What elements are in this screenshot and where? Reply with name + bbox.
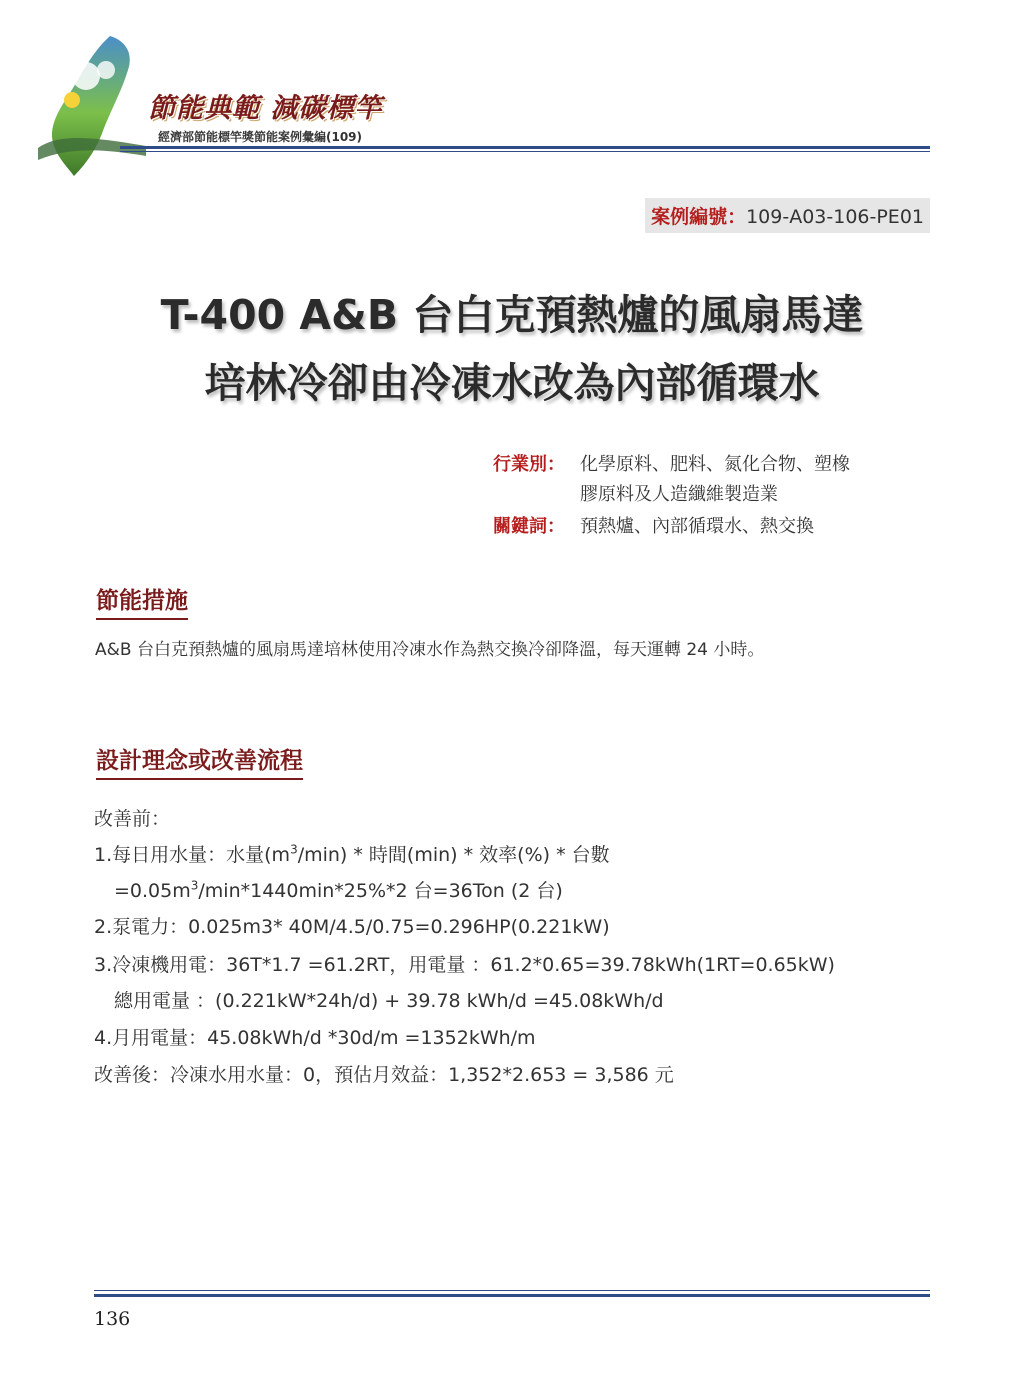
calc-line-5: 總用電量 ：(0.221kW*24h/d) + 39.78 kWh/d =45.08kWh/d (114, 990, 664, 1012)
footer-rule-thin (94, 1290, 930, 1291)
industry-label: 行業別： (493, 454, 565, 475)
case-number-value: 109-A03-106-PE01 (746, 206, 924, 228)
industry-row (493, 450, 850, 480)
calc-line-7: 改善後：冷凍水用水量：0，預估月效益：1,352*2.653 = 3,586 元 (94, 1064, 674, 1086)
keywords-label: 關鍵詞： (493, 516, 565, 537)
case-number-label: 案例編號： (651, 206, 747, 228)
brand-title: 節能典範 減碳標竿 (148, 93, 383, 124)
calc-line-1: 1.每日用水量：水量$(m^3/\min)$ * 時間(min) * 效率(%) * 台數 (94, 842, 610, 866)
industry-row-2 (493, 480, 778, 510)
keywords-row (493, 512, 814, 542)
calc-line-4: 3.冷凍機用電：36T*1.7 =61.2RT，用電量 ：61.2*0.65=39.78kWh(1RT=0.65kW) (94, 954, 835, 976)
calc-line-3: 2.泵電力：0.025m3* 40M/4.5/0.75=0.296HP(0.221kW) (94, 916, 610, 938)
before-label: 改善前： (94, 808, 171, 830)
header-rule (120, 146, 930, 149)
industry-value-1: 化學原料、肥料、氮化合物、塑橡 (580, 454, 850, 475)
brand-subtitle: 經濟部節能標竿獎節能案例彙編(109) (158, 130, 363, 144)
keywords-value: 預熱爐、內部循環水、熱交換 (580, 516, 814, 537)
page-number: 136 (94, 1308, 131, 1330)
industry-value-2: 膠原料及人造纖維製造業 (580, 484, 778, 505)
section-heading-design: 設計理念或改善流程 (96, 742, 303, 780)
section-heading-measures: 節能措施 (96, 582, 188, 620)
case-number-badge (645, 198, 930, 233)
page-title-line2: 培林冷卻由冷凍水改為內部循環水 (204, 359, 820, 407)
calc-line-2: $=0.05m^3/\min*1440\min*25\%*2$ 台=36Ton (2 台) (114, 878, 563, 902)
measures-paragraph: A&B 台白克預熱爐的風扇馬達培林使用冷凍水作為熱交換冷卻降溫，每天運轉 24 小時。 (95, 640, 765, 660)
calc-line-6: 4.月用電量：45.08kWh/d *30d/m =1352kWh/m (94, 1027, 536, 1049)
page-title-line1: T-400 A&B 台白克預熱爐的風扇馬達 (160, 291, 864, 339)
header-rule-thin (120, 151, 930, 152)
taiwan-map-logo-icon (28, 30, 148, 180)
footer-rule (94, 1294, 930, 1297)
